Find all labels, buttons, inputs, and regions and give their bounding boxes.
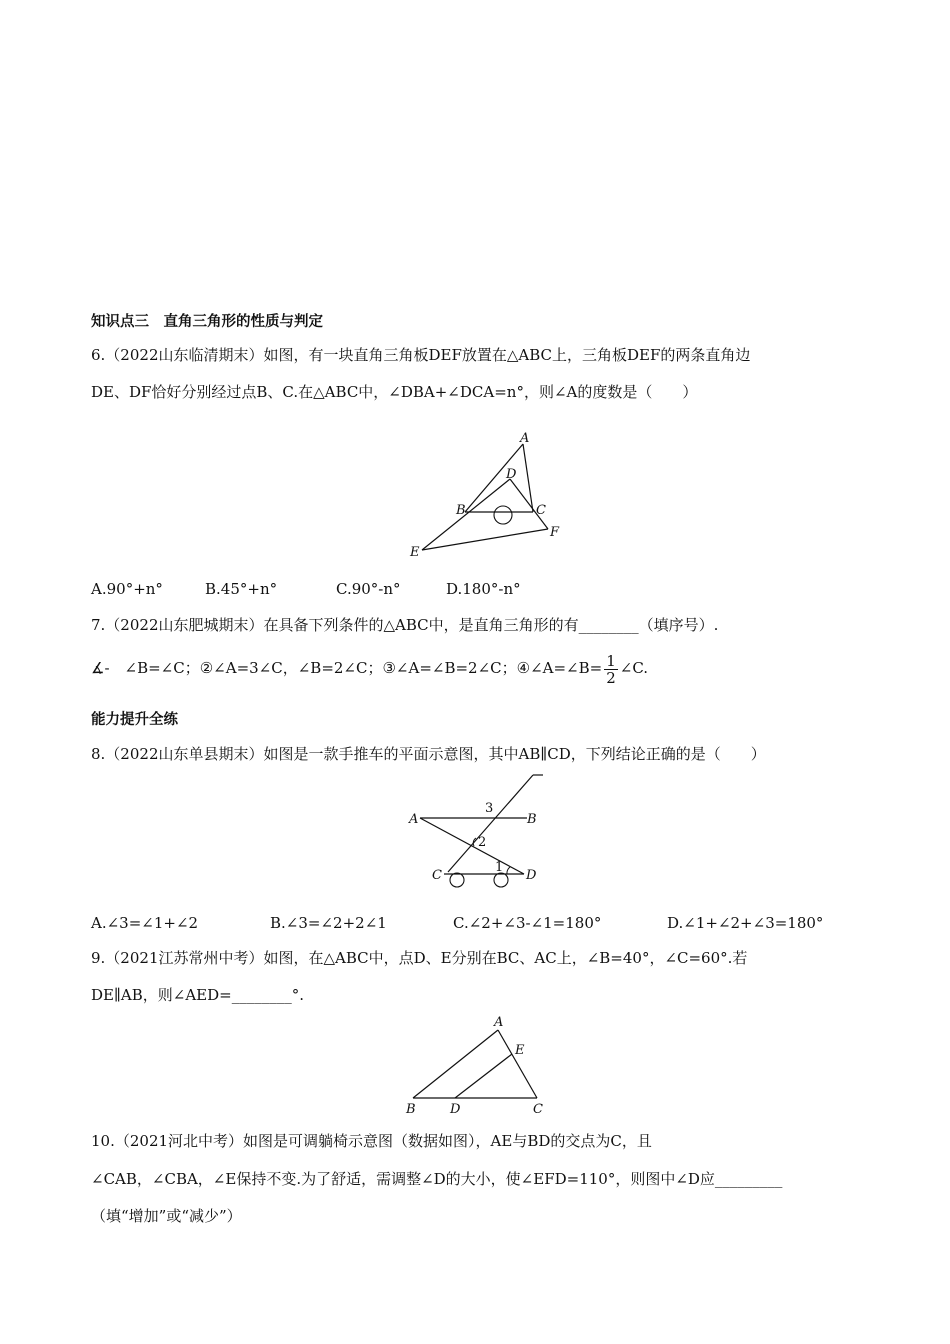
label-angle-2: 2 (478, 835, 487, 850)
label-a: A (494, 1015, 504, 1030)
label-f: F (550, 525, 560, 540)
set-square-side-ef (422, 529, 548, 550)
label-angle-3: 3 (485, 801, 494, 816)
fraction-numerator: 1 (606, 651, 616, 670)
label-c: C (432, 868, 442, 883)
question-8-text-line1: 8.（2022山东单县期末）如图是一款手推车的平面示意图，其中AB∥CD，下列结论正确的是（ ） (91, 745, 766, 763)
question-9-figure (400, 1012, 560, 1122)
question-6-option-d[interactable]: D.180°-n° (446, 580, 521, 598)
cart-rod (448, 775, 533, 872)
set-square-hole (494, 506, 512, 524)
fraction-one-half (604, 653, 618, 686)
cart-wheel-right (494, 873, 508, 887)
question-8-option-b[interactable]: B.∠3=∠2+2∠1 (270, 914, 387, 932)
label-d: D (450, 1102, 461, 1117)
question-10-text-line1: 10.（2021河北中考）如图是可调躺椅示意图（数据如图），AE与BD的交点为C，且 (91, 1132, 652, 1150)
question-8-figure (402, 772, 552, 892)
line-ad (420, 818, 524, 874)
label-angle-1: 1 (495, 860, 504, 875)
question-6-text-line1: 6.（2022山东临清期末）如图，有一块直角三角板DEF放置在△ABC上，三角板DEF的两条直角边 (91, 346, 751, 364)
angle-1-arc (507, 867, 510, 874)
label-b: B (456, 503, 466, 518)
question-10-text-line3: （填“增加”或“减少”） (91, 1207, 242, 1225)
cart-wheel-left (450, 873, 464, 887)
question-6-option-c[interactable]: C.90°-n° (336, 580, 401, 598)
label-b: B (406, 1102, 416, 1117)
label-b: B (527, 812, 537, 827)
label-e: E (410, 545, 420, 560)
section-title-ability: 能力提升全练 (91, 712, 178, 728)
set-square-side-de (422, 479, 510, 550)
label-a: A (520, 431, 530, 446)
question-7-conditions-post: ∠C. (619, 659, 649, 677)
label-e: E (515, 1043, 525, 1058)
question-7-text-line1: 7.（2022山东肥城期末）在具备下列条件的△ABC中，是直角三角形的有________（填序号）. (91, 616, 719, 634)
label-c: C (533, 1102, 543, 1117)
section-title: 知识点三 直角三角形的性质与判定 (91, 314, 323, 330)
question-9-text-line2: DE∥AB，则∠AED=________°. (91, 986, 304, 1004)
question-6-option-a[interactable]: A.90°+n° (91, 580, 163, 598)
triangle-side-ac (498, 1030, 537, 1098)
question-6-option-b[interactable]: B.45°+n° (205, 580, 278, 598)
question-8-option-d[interactable]: D.∠1+∠2+∠3=180° (667, 914, 824, 932)
label-d: D (506, 467, 517, 482)
label-d: D (526, 868, 537, 883)
triangle-side-ab (413, 1030, 498, 1098)
question-6-text-line2: DE、DF恰好分别经过点B、C.在△ABC中，∠DBA+∠DCA=n°，则∠A的度数是（ ） (91, 383, 698, 401)
question-9-text-line1: 9.（2021江苏常州中考）如图，在△ABC中，点D、E分别在BC、AC上，∠B=40°，∠C=60°.若 (91, 949, 748, 967)
label-a: A (409, 812, 419, 827)
question-10-text-line2: ∠CAB，∠CBA，∠E保持不变.为了舒适，需调整∠D的大小，使∠EFD=110°，则图中∠D应_________ (91, 1170, 783, 1188)
question-6-figure (400, 432, 570, 562)
question-7-conditions-pre: ∡- ∠B=∠C；②∠A=3∠C，∠B=2∠C；③∠A=∠B=2∠C；④∠A=∠B= (91, 659, 603, 677)
segment-de (455, 1054, 512, 1098)
question-8-option-a[interactable]: A.∠3=∠1+∠2 (91, 914, 199, 932)
label-c: C (536, 503, 546, 518)
fraction-denominator: 2 (606, 668, 616, 687)
question-8-option-c[interactable]: C.∠2+∠3-∠1=180° (453, 914, 602, 932)
question-7-conditions (91, 652, 648, 686)
